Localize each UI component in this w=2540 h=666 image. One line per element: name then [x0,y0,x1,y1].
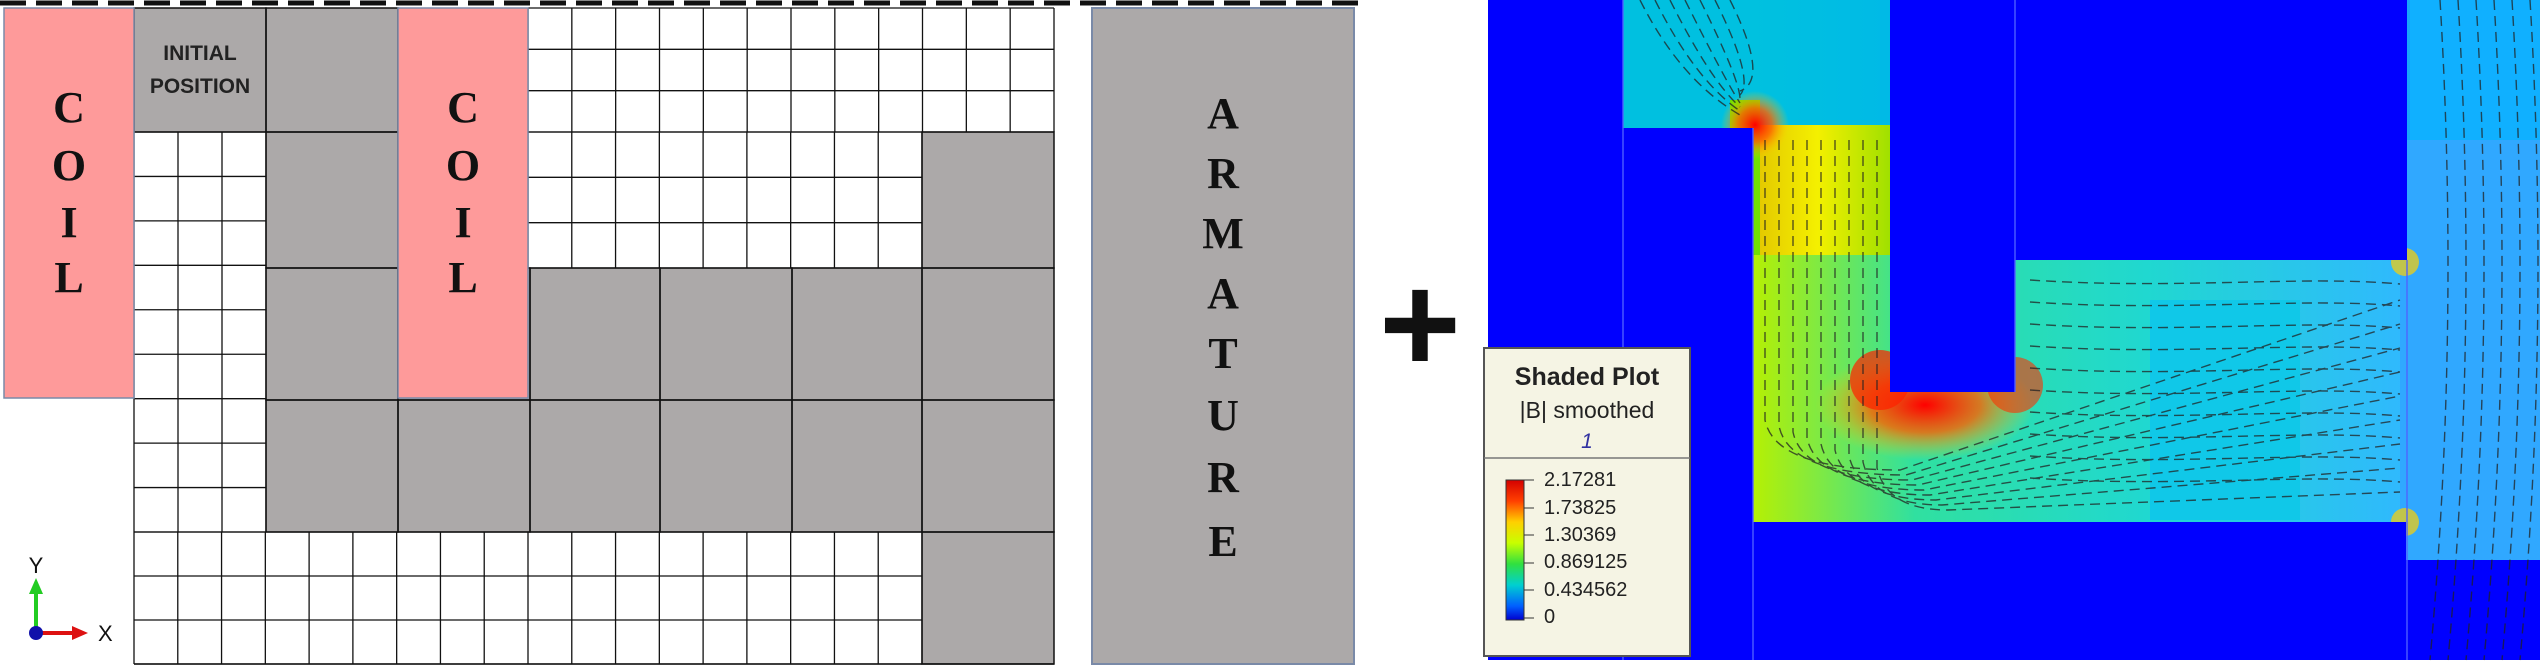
axis-origin [29,626,43,640]
coil-letter: L [54,253,84,302]
iron-region [1750,522,2406,660]
plus-sign: + [1379,245,1461,402]
core-block [266,8,398,132]
coil-letter: I [454,198,472,247]
legend-value: 2.17281 [1544,469,1617,491]
legend-color-bar [1506,480,1524,620]
armature-letter: E [1208,517,1238,566]
y-axis-label: Y [28,553,44,578]
legend-value: 1.73825 [1544,497,1617,519]
armature-letter: M [1202,209,1244,258]
armature-letter: R [1207,149,1239,198]
armature-letter: T [1208,329,1238,378]
coil-letter: L [448,253,478,302]
x-axis-label: X [98,621,113,646]
armature-letter: R [1207,453,1239,502]
legend-value: 0.869125 [1544,551,1628,573]
legend [1484,348,1690,656]
svg-text:INITIAL: INITIAL [163,42,237,65]
axis-triad [29,553,113,646]
legend-value: 0 [1544,606,1556,628]
armature-letter: U [1207,391,1239,440]
armature [1092,8,1354,664]
svg-text:POSITION: POSITION [149,75,251,98]
core-block [922,132,1054,268]
core-block [134,8,266,132]
armature-letter: A [1207,269,1239,318]
coil-letter: I [60,198,78,247]
legend-title: Shaded Plot [1514,363,1660,391]
core-block [922,532,1054,664]
legend-value: 1.30369 [1544,524,1617,546]
core-blocks [134,8,1054,664]
field-plot [1484,0,2540,660]
coil-letter: O [445,141,481,190]
iron-region [2015,0,2407,260]
legend-value: 0.434562 [1544,579,1628,601]
core-block [266,132,398,532]
legend-index: 1 [1581,430,1593,453]
coil-letter: C [53,83,85,132]
coil-letter: C [447,83,479,132]
legend-subtitle: |B| smoothed [1519,397,1655,423]
armature-letter: A [1207,89,1239,138]
iron-region [1890,0,2015,392]
coil-letter: O [51,141,87,190]
